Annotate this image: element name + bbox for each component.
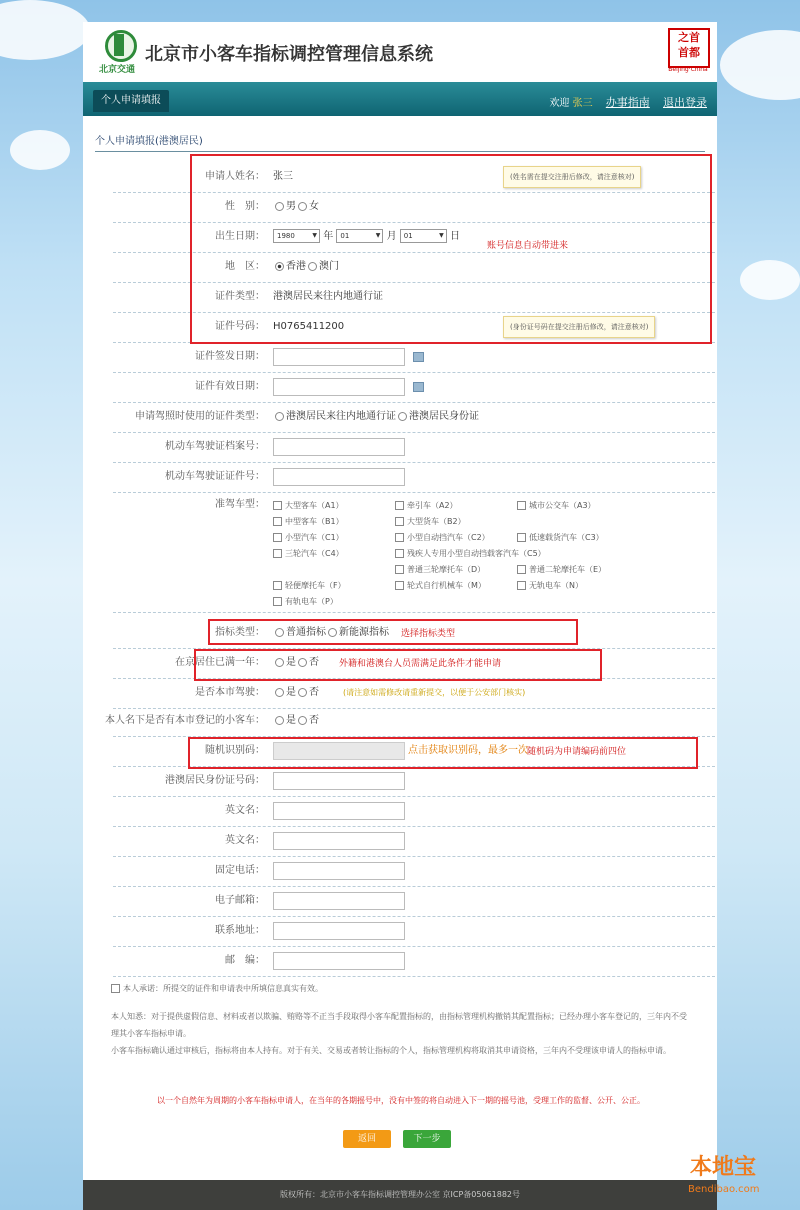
idtype-value: 港澳居民来往内地通行证 bbox=[273, 291, 383, 302]
chk-n[interactable]: 无轨电车（N） bbox=[517, 580, 583, 591]
macau-text: 澳门 bbox=[319, 261, 339, 272]
calendar-icon[interactable] bbox=[413, 382, 424, 392]
idno-label: 证件号码： bbox=[215, 321, 265, 332]
car-yes-text: 是 bbox=[286, 687, 296, 698]
notice-red: 以一个自然年为周期的小客车指标申请人，在当年的各期摇号中，没有中签的将自动进入下一期的摇号池，受理工作的监督、公开、公正。 bbox=[157, 1096, 645, 1105]
note-captcha: 随机码为申请编码前四位 bbox=[527, 747, 627, 757]
redbox-indextype bbox=[208, 619, 578, 645]
logo-text: 北京交通 bbox=[99, 65, 136, 75]
main-page bbox=[83, 22, 717, 1210]
res-no-text: 否 bbox=[309, 657, 319, 668]
region-label: 地 区： bbox=[225, 261, 265, 272]
name-value: 张三 bbox=[273, 171, 293, 182]
hongkong-text: 香港 bbox=[286, 261, 306, 272]
footer: 版权所有：北京市小客车指标调控管理办公室 京ICP备05061882号 bbox=[83, 1180, 717, 1210]
promise-text: 本人承诺：所提交的证件和申请表中所填信息真实有效。 bbox=[123, 984, 323, 993]
apptype-options bbox=[273, 402, 479, 432]
welcome-text: 欢迎 bbox=[549, 98, 570, 109]
ename1-label: 英文名： bbox=[225, 805, 265, 816]
hkid-label: 港澳居民身份证号码： bbox=[165, 775, 265, 786]
quasi-label: 准驾车型： bbox=[215, 499, 265, 510]
ename1-input[interactable] bbox=[273, 802, 405, 820]
nav-right bbox=[549, 94, 707, 110]
radio-own-yes[interactable] bbox=[275, 716, 284, 725]
owncar-label: 是否本市驾驶： bbox=[195, 687, 265, 698]
row-addr bbox=[113, 916, 715, 947]
chk-c5[interactable]: 残疾人专用小型自动挡载客汽车（C5） bbox=[395, 548, 546, 559]
indextype-label: 指标类型： bbox=[215, 627, 265, 638]
watermark-small: Bendibao.com bbox=[688, 1184, 760, 1195]
logo-bar-icon bbox=[114, 34, 124, 56]
birth-day-select[interactable]: 01 ▼ bbox=[400, 229, 447, 243]
tab-personal-application[interactable]: 个人申请填报 bbox=[93, 90, 169, 112]
redbox-auto bbox=[190, 154, 712, 344]
chk-p[interactable]: 有轨电车（P） bbox=[273, 596, 338, 607]
apptype-label: 申请驾照时使用的证件类型： bbox=[135, 411, 265, 422]
note-indextype: 选择指标类型 bbox=[401, 629, 456, 639]
cloud bbox=[0, 0, 90, 60]
male-text: 男 bbox=[286, 201, 296, 212]
hkid-input[interactable] bbox=[273, 772, 405, 790]
ownname-label: 本人名下是否有本市登记的小客车： bbox=[105, 715, 265, 726]
ename2-input[interactable] bbox=[273, 832, 405, 850]
captcha-label: 随机识别码： bbox=[205, 745, 265, 756]
promise-row bbox=[111, 980, 691, 997]
row-ownname bbox=[105, 706, 715, 737]
chk-d[interactable]: 普通三轮摩托车（D） bbox=[395, 564, 485, 575]
row-lic-no bbox=[113, 432, 715, 463]
section-title: 个人申请填报(港澳居民) bbox=[95, 132, 705, 152]
radio-hkid[interactable] bbox=[398, 412, 407, 421]
note-auto: 账号信息自动带进来 bbox=[487, 241, 569, 251]
chk-a3[interactable]: 城市公交车（A3） bbox=[517, 500, 596, 511]
issue-date-input[interactable] bbox=[273, 348, 405, 366]
row-quasi bbox=[113, 492, 715, 613]
name-label: 申请人姓名： bbox=[205, 171, 265, 182]
row-issue bbox=[113, 342, 715, 373]
phone-input[interactable] bbox=[273, 862, 405, 880]
month-unit: 月 bbox=[386, 231, 397, 242]
newenergy-text: 新能源指标 bbox=[339, 627, 389, 638]
guide-link[interactable]: 办事指南 bbox=[605, 96, 650, 109]
idtype-label: 证件类型： bbox=[215, 291, 265, 302]
row-zip bbox=[113, 946, 715, 977]
chk-c4[interactable]: 三轮汽车（C4） bbox=[273, 548, 344, 559]
header bbox=[83, 22, 717, 82]
chk-m[interactable]: 轮式自行机械车（M） bbox=[395, 580, 486, 591]
cloud bbox=[740, 260, 800, 300]
chk-f[interactable]: 轻便摩托车（F） bbox=[273, 580, 346, 591]
phone-label: 固定电话： bbox=[215, 865, 265, 876]
lic-no-label: 机动车驾驶证档案号： bbox=[165, 441, 265, 452]
chk-c1[interactable]: 小型汽车（C1） bbox=[273, 532, 344, 543]
watermark bbox=[680, 1150, 790, 1200]
row-apptype bbox=[113, 402, 715, 433]
lic-no-input[interactable] bbox=[273, 438, 405, 456]
row-email bbox=[113, 886, 715, 917]
addr-label: 联系地址： bbox=[215, 925, 265, 936]
residence-label: 在京居住已满一年： bbox=[175, 657, 265, 668]
radio-permit[interactable] bbox=[275, 412, 284, 421]
row-phone bbox=[113, 856, 715, 887]
logout-link[interactable]: 退出登录 bbox=[663, 96, 707, 109]
back-button[interactable]: 返回 bbox=[343, 1130, 391, 1148]
female-text: 女 bbox=[309, 201, 319, 212]
chk-c2[interactable]: 小型自动挡汽车（C2） bbox=[395, 532, 490, 543]
permit-text: 港澳居民来往内地通行证 bbox=[286, 411, 396, 422]
birth-month-select[interactable]: 01 ▼ bbox=[336, 229, 383, 243]
normal-text: 普通指标 bbox=[286, 627, 326, 638]
next-button[interactable]: 下一步 bbox=[403, 1130, 451, 1148]
lic-file-input[interactable] bbox=[273, 468, 405, 486]
day-unit: 日 bbox=[449, 231, 460, 242]
row-ename1 bbox=[113, 796, 715, 827]
capital-logo: 之首 首都 bbox=[668, 28, 710, 68]
note-residence: 外籍和港澳台人员需满足此条件才能申请 bbox=[339, 659, 502, 669]
capital-logo-sub: Beijing·China bbox=[668, 66, 708, 73]
chk-e[interactable]: 普通二轮摩托车（E） bbox=[517, 564, 606, 575]
addr-input[interactable] bbox=[273, 922, 405, 940]
res-yes-text: 是 bbox=[286, 657, 296, 668]
birth-year-select[interactable]: 1980 ▼ bbox=[273, 229, 320, 243]
watermark-big: 本地宝 bbox=[690, 1155, 757, 1180]
chk-a1[interactable]: 大型客车（A1） bbox=[273, 500, 344, 511]
radio-car-no[interactable] bbox=[298, 688, 307, 697]
cloud bbox=[720, 30, 800, 100]
birth-label: 出生日期： bbox=[215, 231, 265, 242]
calendar-icon[interactable] bbox=[413, 352, 424, 362]
own-no-text: 否 bbox=[309, 715, 319, 726]
idno-value: H0765411200 bbox=[273, 321, 345, 332]
row-hkid bbox=[113, 766, 715, 797]
owncar-options bbox=[273, 678, 319, 708]
car-no-text: 否 bbox=[309, 687, 319, 698]
system-title: 北京市小客车指标调控管理信息系统 bbox=[145, 44, 433, 65]
beijing-transport-logo bbox=[99, 28, 139, 76]
lic-file-label: 机动车驾驶证证件号： bbox=[165, 471, 265, 482]
radio-car-yes[interactable] bbox=[275, 688, 284, 697]
expire-date-input[interactable] bbox=[273, 378, 405, 396]
email-label: 电子邮箱： bbox=[215, 895, 265, 906]
cloud bbox=[10, 130, 70, 170]
promise-checkbox[interactable] bbox=[111, 984, 120, 993]
zip-label: 邮 编： bbox=[225, 955, 265, 966]
row-lic-file bbox=[113, 462, 715, 493]
notice-para-1: 本人知悉：对于提供虚假信息、材料或者以欺骗、贿赂等不正当手段取得小客车配置指标的，由指标管理机构撤销其配置指标；已经办理小客车登记的，三年内不受理其小客车指标申请。 bbox=[111, 1012, 687, 1038]
captcha-button[interactable]: 点击获取识别码，最多一次 bbox=[408, 745, 528, 756]
year-unit: 年 bbox=[323, 231, 334, 242]
zip-input[interactable] bbox=[273, 952, 405, 970]
ownname-options bbox=[273, 706, 319, 736]
hkid-text: 港澳居民身份证 bbox=[409, 411, 479, 422]
chk-b2[interactable]: 大型货车（B2） bbox=[395, 516, 466, 527]
chk-b1[interactable]: 中型客车（B1） bbox=[273, 516, 344, 527]
own-yes-text: 是 bbox=[286, 715, 296, 726]
gender-label: 性 别： bbox=[225, 201, 265, 212]
issue-label: 证件签发日期： bbox=[195, 351, 265, 362]
ename2-label: 英文名： bbox=[225, 835, 265, 846]
row-expire bbox=[113, 372, 715, 403]
chk-a2[interactable]: 牵引车（A2） bbox=[395, 500, 458, 511]
nav-bar bbox=[83, 82, 717, 116]
owncar-tip: (请注意如需修改请重新提交，以便于公安部门核实) bbox=[343, 688, 526, 697]
notice-para-2: 小客车指标确认通过审核后，指标将由本人持有。对于有关、交易或者转让指标的个人，指标管理机构将取消其申请资格，三年内不受理该申请人的指标申请。 bbox=[111, 1046, 671, 1055]
email-input[interactable] bbox=[273, 892, 405, 910]
chk-c3[interactable]: 低速载货汽车（C3） bbox=[517, 532, 604, 543]
radio-own-no[interactable] bbox=[298, 716, 307, 725]
row-ename2 bbox=[113, 826, 715, 857]
user-name: 张三 bbox=[572, 98, 593, 109]
idno-tip: (身份证号码在提交注册后修改，请注意核对) bbox=[503, 316, 655, 338]
name-tip: (姓名需在提交注册后修改，请注意核对) bbox=[503, 166, 641, 188]
expire-label: 证件有效日期： bbox=[195, 381, 265, 392]
